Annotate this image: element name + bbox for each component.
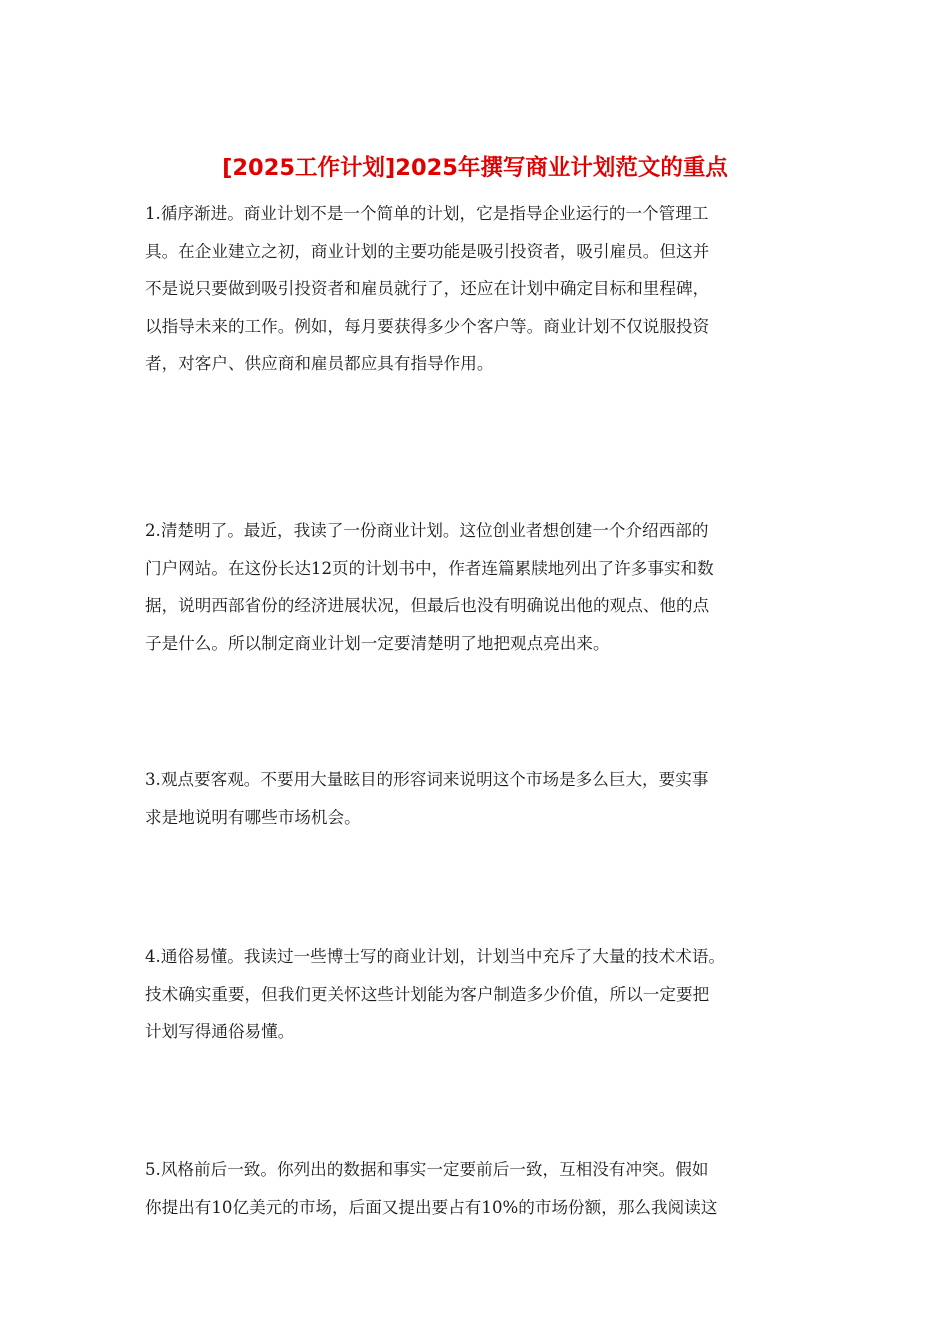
paragraph-line: 4.通俗易懂。我读过一些博士写的商业计划，计划当中充斥了大量的技术术语。 [145, 947, 726, 966]
paragraph-line: 你提出有10亿美元的市场，后面又提出要占有10%的市场份额，那么我阅读这 [145, 1197, 718, 1217]
paragraph-line: 5.风格前后一致。你列出的数据和事实一定要前后一致，互相没有冲突。假如 [145, 1160, 709, 1179]
paragraph-line: 1.循序渐进。商业计划不是一个简单的计划，它是指导企业运行的一个管理工 [145, 204, 709, 223]
paragraph-line: 子是什么。所以制定商业计划一定要清楚明了地把观点亮出来。 [145, 633, 610, 653]
paragraph-line: 计划写得通俗易懂。 [145, 1022, 295, 1042]
paragraph-line: 求是地说明有哪些市场机会。 [145, 807, 361, 827]
paragraph-line: 技术确实重要，但我们更关怀这些计划能为客户制造多少价值，所以一定要把 [145, 984, 710, 1004]
paragraph-4 [145, 938, 825, 1051]
paragraph-line: 不是说只要做到吸引投资者和雇员就行了，还应在计划中确定目标和里程碑， [145, 279, 710, 299]
paragraph-line: 者，对客户、供应商和雇员都应具有指导作用。 [145, 354, 494, 374]
paragraph-line: 3.观点要客观。不要用大量眩目的形容词来说明这个市场是多么巨大，要实事 [145, 770, 709, 789]
paragraph-1 [145, 195, 825, 383]
paragraph-3 [145, 761, 825, 836]
paragraph-line: 门户网站。在这份长达12页的计划书中，作者连篇累牍地列出了许多事实和数 [145, 558, 714, 578]
document-title: [2025工作计划]2025年撰写商业计划范文的重点 [222, 155, 728, 181]
paragraph-line: 以指导未来的工作。例如，每月要获得多少个客户等。商业计划不仅说服投资 [145, 316, 710, 336]
paragraph-line: 据，说明西部省份的经济进展状况，但最后也没有明确说出他的观点、他的点 [145, 596, 710, 616]
paragraph-line: 2.清楚明了。最近，我读了一份商业计划。这位创业者想创建一个介绍西部的 [145, 521, 709, 540]
paragraph-2 [145, 512, 825, 662]
paragraph-5 [145, 1151, 825, 1226]
paragraph-line: 具。在企业建立之初，商业计划的主要功能是吸引投资者，吸引雇员。但这并 [145, 241, 710, 261]
